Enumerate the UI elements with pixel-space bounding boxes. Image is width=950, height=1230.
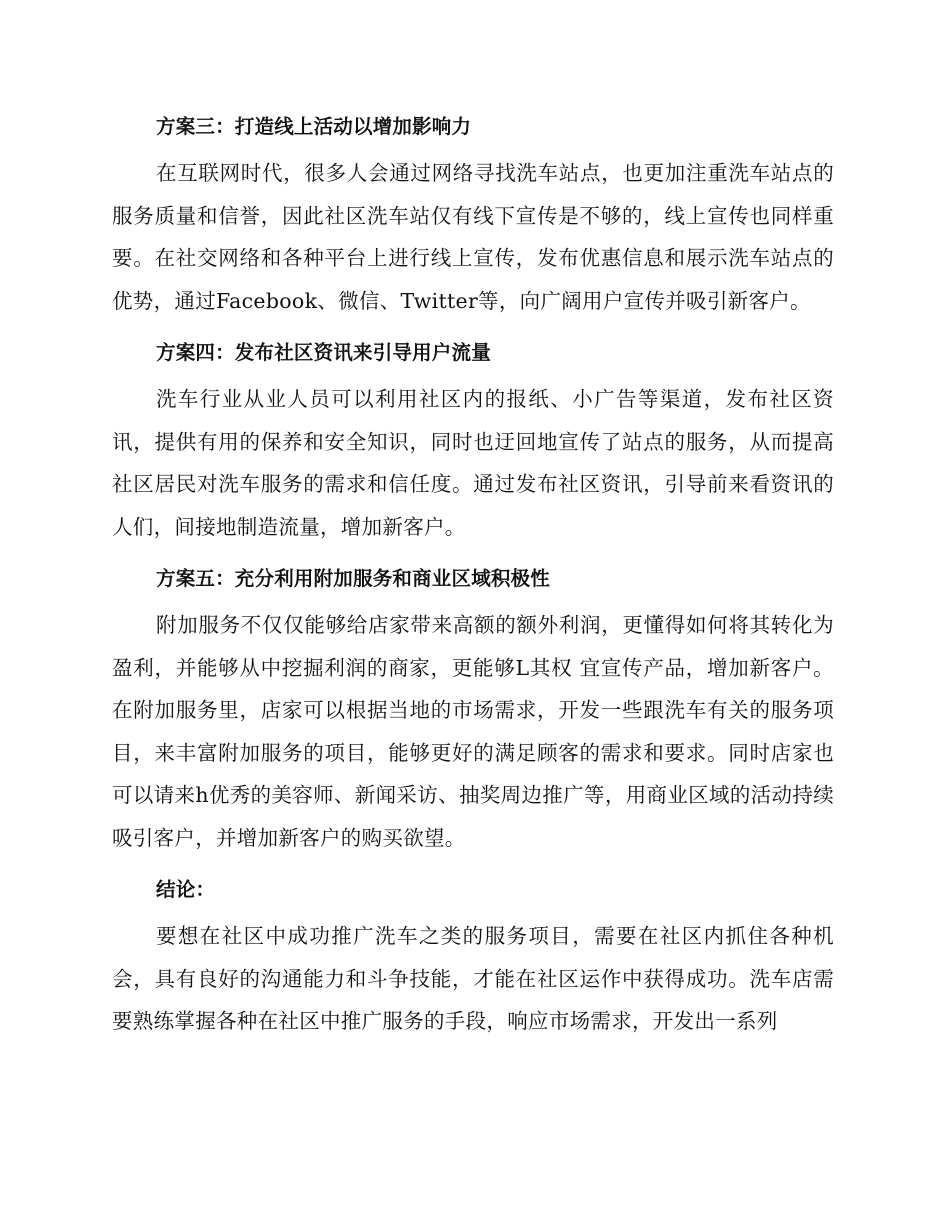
- section-conclusion: [112, 867, 834, 1043]
- section-heading: 结论：: [156, 878, 216, 901]
- section-plan-five: [112, 556, 834, 859]
- section-paragraph: 在互联网时代，很多人会通过网络寻找洗车站点，也更加注重洗车站点的服务质量和信誉，因此社区洗车站仅有线下宣传是不够的，线上宣传也同样重要。在社交网络和各种平台上进行线上宣传，发布优惠信息和展示洗车站点的优势，通过Facebook、微信、Twitter等，向广阔用户宣传并吸引新客户。: [112, 161, 834, 313]
- section-plan-three: [112, 104, 834, 322]
- section-heading: 方案四：发布社区资讯来引导用户流量: [156, 341, 491, 364]
- document-page: [112, 104, 834, 1051]
- section-heading: 方案三：打造线上活动以增加影响力: [156, 115, 472, 138]
- section-paragraph: 附加服务不仅仅能够给店家带来高额的额外利润，更懂得如何将其转化为盈利，并能够从中挖掘利润的商家，更能够L其权 宜宣传产品，增加新客户。在附加服务里，店家可以根据当地的市场需求，开发一些跟洗车有关的服务项目，来丰富附加服务的项目，能够更好的满足顾客的需求和要求。同时店家也可以请来h优秀的美容师、新闻采访、抽奖周边推广等，用商业区域的活动持续吸引客户，并增加新客户的购买欲望。: [112, 613, 834, 850]
- section-paragraph: 洗车行业从业人员可以利用社区内的报纸、小广告等渠道，发布社区资讯，提供有用的保养和安全知识，同时也迂回地宣传了站点的服务，从而提高社区居民对洗车服务的需求和信任度。通过发布社区资讯，引导前来看资讯的人们，间接地制造流量，增加新客户。: [112, 387, 834, 539]
- section-paragraph: 要想在社区中成功推广洗车之类的服务项目，需要在社区内抓住各种机会，具有良好的沟通能力和斗争技能，才能在社区运作中获得成功。洗车店需要熟练掌握各种在社区中推广服务的手段，响应市场需求，开发出一系列: [112, 924, 834, 1033]
- section-plan-four: [112, 330, 834, 548]
- section-heading: 方案五：充分利用附加服务和商业区域积极性: [156, 567, 551, 590]
